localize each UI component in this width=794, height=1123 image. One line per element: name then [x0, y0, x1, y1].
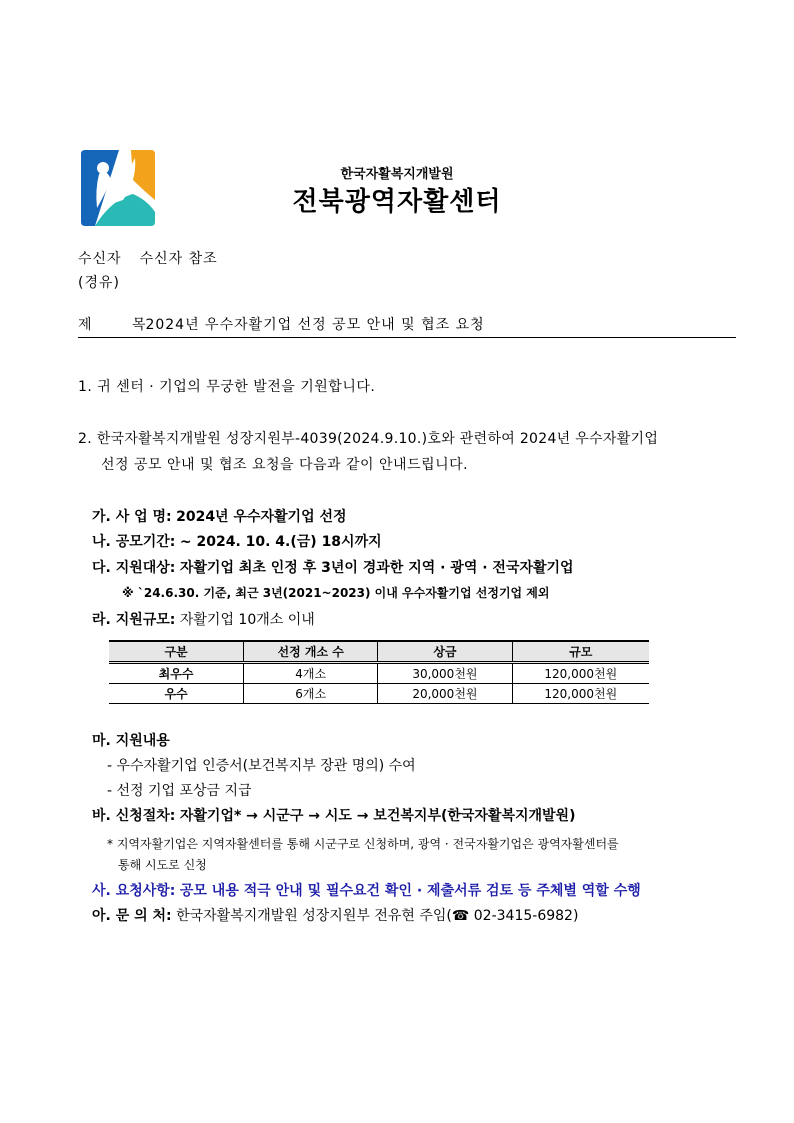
recipient-label: 수신자: [78, 251, 122, 267]
item-ga-key: 가. 사 업 명:: [92, 509, 172, 525]
item-da: [92, 557, 574, 577]
table-row: [109, 684, 649, 704]
item-ba: [92, 805, 575, 825]
table-row: [109, 663, 649, 684]
table-cell: 30,000천원: [378, 663, 512, 684]
paragraph-2-line-2: 선정 공모 안내 및 협조 요청을 다음과 같이 안내드립니다.: [101, 457, 469, 473]
table-cell: 120,000천원: [512, 684, 649, 704]
table-cell: 최우수: [109, 663, 244, 684]
item-ba-note-1: * 지역자활기업은 지역자활센터를 통해 시군구로 신청하며, 광역 · 전국자활기업은 광역자활센터를: [107, 837, 619, 851]
org-subtitle: 한국자활복지개발원: [340, 167, 454, 182]
item-da-note: ※ `24.6.30. 기준, 최근 3년(2021~2023) 이내 우수자활기업 선정기업 제외: [122, 586, 550, 600]
item-a-value: 한국자활복지개발원 성장지원부 전유현 주임(: [176, 908, 452, 924]
item-sa: [92, 880, 641, 900]
item-na-key: 나. 공모기간:: [92, 534, 176, 550]
table-header: 규모: [512, 641, 649, 663]
item-ra: [92, 609, 315, 629]
table-cell: 4개소: [244, 663, 378, 684]
table-cell: 20,000천원: [378, 684, 512, 704]
subject-divider: [78, 337, 736, 338]
phone-icon: ☎: [451, 908, 470, 924]
recipient-line: [78, 248, 218, 268]
table-cell: 우수: [109, 684, 244, 704]
item-a-phone: 02-3415-6982): [469, 908, 579, 924]
recipient-value: 수신자 참조: [139, 251, 218, 267]
subject-text: 2024년 우수자활기업 선정 공모 안내 및 협조 요청: [145, 317, 485, 333]
item-a-key: 아. 문 의 처:: [92, 908, 172, 924]
item-da-value: 자활기업 최초 인정 후 3년이 경과한 지역 · 광역 · 전국자활기업: [179, 560, 574, 576]
table-header: 상금: [378, 641, 512, 663]
item-ba-value: 자활기업* → 시군구 → 시도 → 보건복지부(한국자활복지개발원): [179, 808, 576, 824]
item-da-key: 다. 지원대상:: [92, 560, 176, 576]
item-ra-value: 자활기업 10개소 이내: [179, 612, 315, 628]
table-header: 선정 개소 수: [244, 641, 378, 663]
subject-line: [78, 314, 485, 334]
paragraph-2-line-1: 2. 한국자활복지개발원 성장지원부-4039(2024.9.10.)호와 관련하여 2024년 우수자활기업: [78, 431, 659, 447]
subject-label: 제 목: [78, 317, 164, 333]
item-sa-key: 사. 요청사항:: [92, 883, 176, 899]
org-title: 전북광역자활센터: [292, 187, 502, 217]
via-line: (경유): [78, 275, 120, 291]
table-header: 구분: [109, 641, 244, 663]
item-ba-note-2: 통해 시도로 신청: [118, 858, 207, 872]
item-ba-key: 바. 신청절차:: [92, 808, 176, 824]
item-ma-key: 마. 지원내용: [92, 733, 170, 749]
paragraph-1: 1. 귀 센터 · 기업의 무궁한 발전을 기원합니다.: [78, 379, 376, 395]
item-sa-value: 공모 내용 적극 안내 및 필수요건 확인 · 제출서류 검토 등 주체별 역할 수행: [179, 883, 641, 899]
item-ma-sub-2: - 선정 기업 포상금 지급: [107, 783, 252, 799]
table-cell: 120,000천원: [512, 663, 649, 684]
item-ga: [92, 506, 347, 526]
item-ra-key: 라. 지원규모:: [92, 612, 176, 628]
item-na: [92, 531, 382, 551]
table-cell: 6개소: [244, 684, 378, 704]
item-ga-value: 2024년 우수자활기업 선정: [176, 509, 347, 525]
award-table: [109, 640, 649, 704]
item-a: [92, 905, 578, 925]
item-ma-sub-1: - 우수자활기업 인증서(보건복지부 장관 명의) 수여: [107, 758, 416, 774]
item-ma: [92, 730, 170, 750]
item-na-value: ~ 2024. 10. 4.(금) 18시까지: [179, 534, 382, 550]
table-header-row: [109, 641, 649, 663]
